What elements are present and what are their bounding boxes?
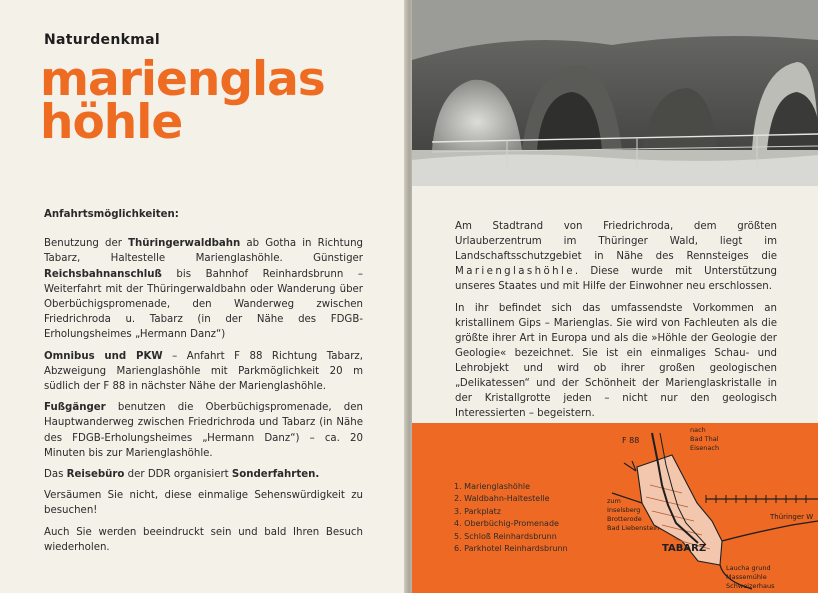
text-span: – Anfahrt F 88 Richtung Tabarz, Abzweigung Marienglashöhle mit Parkmöglichkeit 20 m südlich der F 88 in nächster Nähe der Marienglashöhle. bbox=[44, 350, 364, 393]
description-section bbox=[455, 219, 777, 428]
paragraph-bus-car bbox=[44, 349, 363, 395]
bold-span: Reisebüro bbox=[66, 469, 125, 481]
text-span: Das bbox=[44, 469, 67, 481]
directions-section bbox=[44, 207, 363, 561]
legend-item: 5. Schloß Reinhardsbrunn bbox=[454, 531, 557, 541]
map-label-north-3: Eisenach bbox=[690, 444, 720, 452]
map-label-north-1: nach bbox=[690, 426, 706, 434]
text-span: benutzen die Oberbüchigspromenade, den Hauptwanderweg zwischen Friedrichroda und Tabarz (in Nähe des FDGB-Erholungsheimes „Hermann Danz“) – ca. 20 Minuten bis zur Marienglashöhle. bbox=[44, 402, 363, 459]
legend-item: 3. Parkplatz bbox=[454, 506, 502, 516]
paragraph-pedestrians bbox=[44, 400, 363, 461]
map-label-north-2: Bad Thal bbox=[690, 435, 719, 443]
location-map bbox=[602, 423, 818, 593]
text-span: ab Gotha in Richtung Tabarz, Haltestelle Marienglashöhle. Günstiger bbox=[44, 238, 363, 265]
bold-span: Thüringerwaldbahn bbox=[128, 238, 241, 250]
brochure-title bbox=[40, 52, 325, 150]
map-label-west-1: zum bbox=[607, 497, 621, 505]
map-label-road: F 88 bbox=[622, 436, 640, 445]
title-line-2: höhle bbox=[40, 95, 183, 150]
legend-item: 1. Marienglashöhle bbox=[454, 482, 531, 491]
bold-span: Fußgänger bbox=[44, 402, 106, 414]
map-legend bbox=[454, 481, 568, 555]
text-span: der DDR organisiert bbox=[124, 469, 232, 481]
paragraph-rail bbox=[44, 236, 363, 342]
paragraph-closing: Auch Sie werden beeindruckt sein und bald Ihren Besuch wiederholen. bbox=[44, 526, 363, 553]
bold-span: Reichsbahnanschluß bbox=[44, 268, 162, 280]
text-span: Benutzung der bbox=[44, 238, 129, 250]
legend-item: 6. Parkhotel Reinhardsbrunn bbox=[454, 544, 568, 554]
map-label-south-1: Laucha grund bbox=[726, 564, 771, 572]
map-label-east: Thüringer W bbox=[770, 513, 814, 521]
cave-photo-image bbox=[412, 0, 818, 186]
cave-photo bbox=[412, 0, 818, 186]
road-east bbox=[722, 521, 818, 541]
map-label-south-3: Schweizerhaus bbox=[726, 582, 775, 590]
map-label-west-4: Bad Liebenstein bbox=[607, 524, 660, 532]
bold-span: Sonderfahrten. bbox=[231, 469, 320, 481]
spaced-name: Marienglashöhle bbox=[455, 266, 575, 277]
text-span: bis Bahnhof Reinhardsbrunn – Weiterfahrt mit der Thüringerwaldbahn oder Wanderung über Oberbüchigspromenade, den Wanderweg zwischen Friedrichroda u. Tabarz (in der Nähe des FDGB-Erholungsheimes „Hermann Danz“) bbox=[44, 268, 363, 341]
text-span: Am Stadtrand von Friedrichroda, dem größten Urlauberzentrum im Thüringer Wald, liegt im Landschaftsschutzgebiet in Nähe des Rennsteiges die bbox=[455, 221, 777, 262]
map-panel bbox=[412, 423, 818, 593]
left-page bbox=[0, 0, 408, 593]
map-label-south-2: Massemühle bbox=[726, 573, 767, 581]
directions-heading: Anfahrtsmöglichkeiten: bbox=[44, 209, 179, 220]
right-page bbox=[412, 0, 818, 593]
paragraph-invitation: Versäumen Sie nicht, diese einmalige Sehenswürdigkeit zu besuchen! bbox=[44, 490, 363, 517]
title-line-1: marienglas bbox=[40, 52, 325, 107]
map-label-west-2: Inselsberg bbox=[607, 506, 641, 514]
legend-item: 4. Oberbüchig-Promenade bbox=[454, 519, 559, 529]
paragraph-travel-office bbox=[44, 467, 363, 482]
map-label-west-3: Brotterode bbox=[607, 515, 642, 523]
bold-span: Omnibus und PKW bbox=[44, 350, 163, 362]
text-span: . Diese wurde mit Unterstützung unseres Staates und mit Hilfe der Einwohner neu erschlossen. bbox=[455, 266, 777, 292]
paragraph-gypsum: In ihr befindet sich das umfassendste Vorkommen an kristallinem Gips – Marienglas. Sie wird von Fachleuten als die größte ihrer Art in Europa und als die »Höhle der Geologie der Geologie« bezeichnet. Sie ist ein einmaliges Schau- und Lehrobjekt und wird ob ihrer großen geologischen „Delikatessen“ und der Schönheit der Marienglaskristalle in der Kristallgrotte jeden – nicht nur den geologisch Interessierten – begeistern. bbox=[455, 303, 777, 419]
paragraph-location bbox=[455, 219, 777, 294]
kicker: Naturdenkmal bbox=[44, 32, 160, 48]
legend-item: 2. Waldbahn-Haltestelle bbox=[454, 494, 550, 504]
map-label-town: TABARZ bbox=[662, 543, 707, 554]
map-marker bbox=[624, 461, 636, 471]
